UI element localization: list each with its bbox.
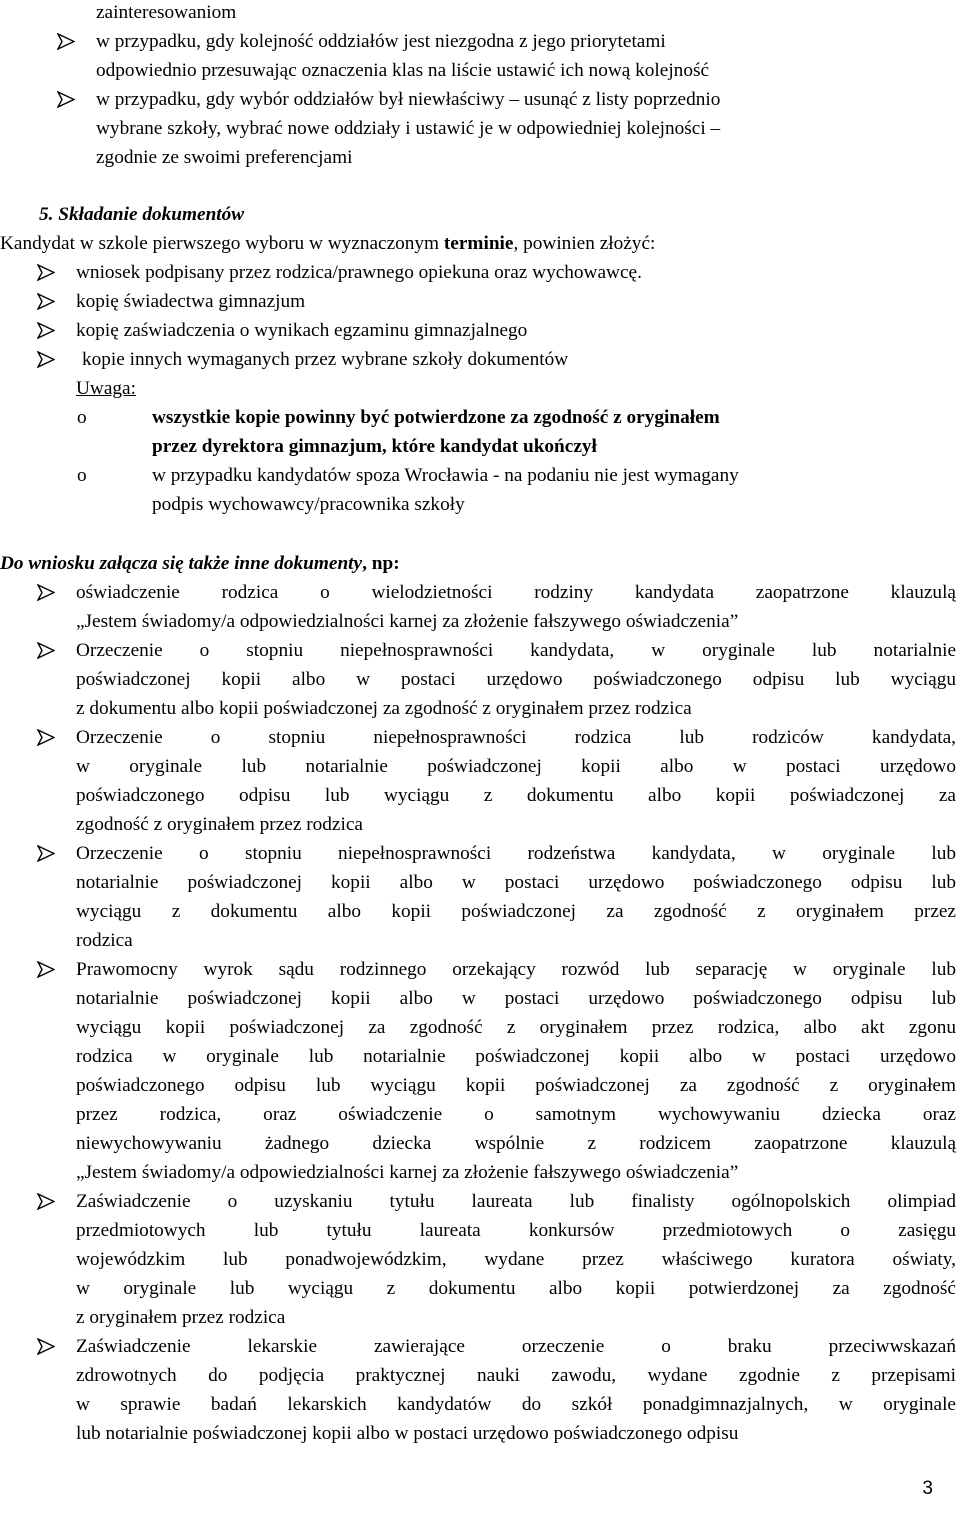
arrow-bullet-icon (37, 322, 55, 339)
section-heading: 5. Składanie dokumentów (39, 204, 245, 225)
arrow-bullet-icon (57, 91, 75, 108)
notes-list (0, 403, 960, 519)
arrow-bullet-icon (37, 642, 55, 659)
list-item (0, 1332, 960, 1448)
line: „Jestem świadomy/a odpowiedzialności karnej za złożenie fałszywego oświadczenia” (76, 1162, 739, 1183)
line: w sprawie badań lekarskich kandydatów do szkół ponadgimnazjalnych, w oryginale (76, 1394, 956, 1415)
line: kopie innych wymaganych przez wybrane szkoły dokumentów (82, 349, 569, 370)
arrow-bullet-icon (37, 1193, 55, 1210)
line: oświadczenie rodzica o wielodzietności rodziny kandydata zaopatrzone klauzulą (76, 582, 956, 603)
line: kopię świadectwa gimnazjum (76, 291, 306, 312)
intro-text: Kandydat w szkole pierwszego wyboru w wyznaczonym (0, 233, 444, 254)
arrow-bullet-icon (37, 293, 55, 310)
line: lub notarialnie poświadczonej kopii albo w postaci urzędowo poświadczonego odpisu (76, 1423, 739, 1444)
required-documents-list (0, 258, 960, 374)
list-item (0, 955, 960, 1187)
note-heading: Uwaga: (76, 378, 136, 399)
note-bullet: o (77, 407, 87, 428)
top-list (0, 27, 960, 172)
line: w przypadku kandydatów spoza Wrocławia - na podaniu nie jest wymagany (152, 465, 739, 486)
line: podpis wychowawcy/pracownika szkoły (152, 494, 465, 515)
note-item (0, 403, 960, 461)
list-item (0, 723, 960, 839)
line: „Jestem świadomy/a odpowiedzialności karnej za złożenie fałszywego oświadczenia” (76, 611, 739, 632)
line: zgodnie ze swoimi preferencjami (96, 147, 353, 168)
arrow-bullet-icon (37, 1338, 55, 1355)
attachments-list (0, 578, 960, 1448)
line: rodzica w oryginale lub notarialnie poświadczonej kopii albo w postaci urzędowo (76, 1046, 956, 1067)
line: z oryginałem przez rodzica (76, 1307, 286, 1328)
line: zdrowotnych do podjęcia praktycznej nauki zawodu, wydane zgodnie z przepisami (76, 1365, 956, 1386)
line: przez dyrektora gimnazjum, które kandydat ukończył (152, 436, 597, 457)
list-item (0, 316, 960, 345)
attachments-section (0, 549, 960, 1448)
line: w przypadku, gdy kolejność oddziałów jest niezgodna z jego priorytetami (96, 31, 666, 52)
page-number: 3 (922, 1478, 933, 1499)
intro-bold-text: terminie (443, 233, 514, 254)
line: przez rodzica, oraz oświadczenie o samotnym wychowywaniu dziecka oraz (76, 1104, 956, 1125)
intro-text-tail: , powinien złożyć: (513, 233, 656, 254)
list-item (0, 287, 960, 316)
line: w oryginale lub notarialnie poświadczonej kopii albo w postaci urzędowo (76, 756, 956, 777)
attachments-heading-text: Do wniosku załącza się także inne dokumenty (0, 553, 363, 574)
line: wniosek podpisany przez rodzica/prawnego opiekuna oraz wychowawcę. (76, 262, 642, 283)
list-item (0, 636, 960, 723)
line: przedmiotowych lub tytułu laureata konkursów przedmiotowych o zasięgu (76, 1220, 956, 1241)
arrow-bullet-icon (57, 33, 75, 50)
note-bullet: o (77, 465, 87, 486)
line: z dokumentu albo kopii poświadczonej za zgodność z oryginałem przez rodzica (76, 698, 692, 719)
line: rodzica (76, 930, 133, 951)
line: kopię zaświadczenia o wynikach egzaminu gimnazjalnego (76, 320, 528, 341)
line: notarialnie poświadczonej kopii albo w postaci urzędowo poświadczonego odpisu lub (76, 988, 956, 1009)
line: wyciągu kopii poświadczonej za zgodność z oryginałem przez rodzica, albo akt zgonu (76, 1017, 956, 1038)
line: notarialnie poświadczonej kopii albo w postaci urzędowo poświadczonego odpisu lub (76, 872, 956, 893)
list-item (0, 578, 960, 636)
line: wojewódzkim lub ponadwojewódzkim, wydane przez właściwego kuratora oświaty, (76, 1249, 956, 1270)
list-item (0, 27, 960, 85)
note-item (0, 461, 960, 519)
line: zgodność z oryginałem przez rodzica (76, 814, 363, 835)
line: w oryginale lub wyciągu z dokumentu albo kopii potwierdzonej za zgodność (76, 1278, 956, 1299)
arrow-bullet-icon (37, 351, 55, 368)
list-item (0, 258, 960, 287)
continuation-text: zainteresowaniom (96, 2, 237, 23)
arrow-bullet-icon (37, 845, 55, 862)
arrow-bullet-icon (37, 961, 55, 978)
line: niewychowywaniu żadnego dziecka wspólnie z rodzicem zaopatrzone klauzulą (76, 1133, 956, 1154)
line: wszystkie kopie powinny być potwierdzone za zgodność z oryginałem (152, 407, 720, 428)
line: poświadczonego odpisu lub wyciągu kopii poświadczonej za zgodność z oryginałem (76, 1075, 956, 1096)
line: odpowiednio przesuwając oznaczenia klas na liście ustawić ich nową kolejność (96, 60, 710, 81)
list-item (0, 345, 960, 374)
list-item (0, 85, 960, 172)
line: wyciągu z dokumentu albo kopii poświadczonej za zgodność z oryginałem przez (76, 901, 956, 922)
list-item (0, 839, 960, 955)
top-section (0, 0, 960, 172)
arrow-bullet-icon (37, 264, 55, 281)
attachments-heading (0, 549, 960, 578)
section-intro (0, 229, 960, 258)
arrow-bullet-icon (37, 584, 55, 601)
line: w przypadku, gdy wybór oddziałów był niewłaściwy – usunąć z listy poprzednio (96, 89, 721, 110)
attachments-heading-tail: , np: (362, 553, 400, 574)
line: poświadczonego odpisu lub wyciągu z dokumentu albo kopii poświadczonej za (76, 785, 956, 806)
line: Orzeczenie o stopniu niepełnosprawności rodzica lub rodziców kandydata, (76, 727, 956, 748)
section-5 (0, 200, 960, 519)
line: poświadczonej kopii albo w postaci urzędowo poświadczonego odpisu lub wyciągu (76, 669, 956, 690)
list-item (0, 1187, 960, 1332)
line: wybrane szkoły, wybrać nowe oddziały i ustawić je w odpowiedniej kolejności – (96, 118, 721, 139)
arrow-bullet-icon (37, 729, 55, 746)
line: Orzeczenie o stopniu niepełnosprawności rodzeństwa kandydata, w oryginale lub (76, 843, 956, 864)
line: Prawomocny wyrok sądu rodzinnego orzekający rozwód lub separację w oryginale lub (76, 959, 956, 980)
line: Zaświadczenie o uzyskaniu tytułu laureata lub finalisty ogólnopolskich olimpiad (76, 1191, 956, 1212)
line: Zaświadczenie lekarskie zawierające orzeczenie o braku przeciwwskazań (76, 1336, 956, 1357)
line: Orzeczenie o stopniu niepełnosprawności kandydata, w oryginale lub notarialnie (76, 640, 956, 661)
